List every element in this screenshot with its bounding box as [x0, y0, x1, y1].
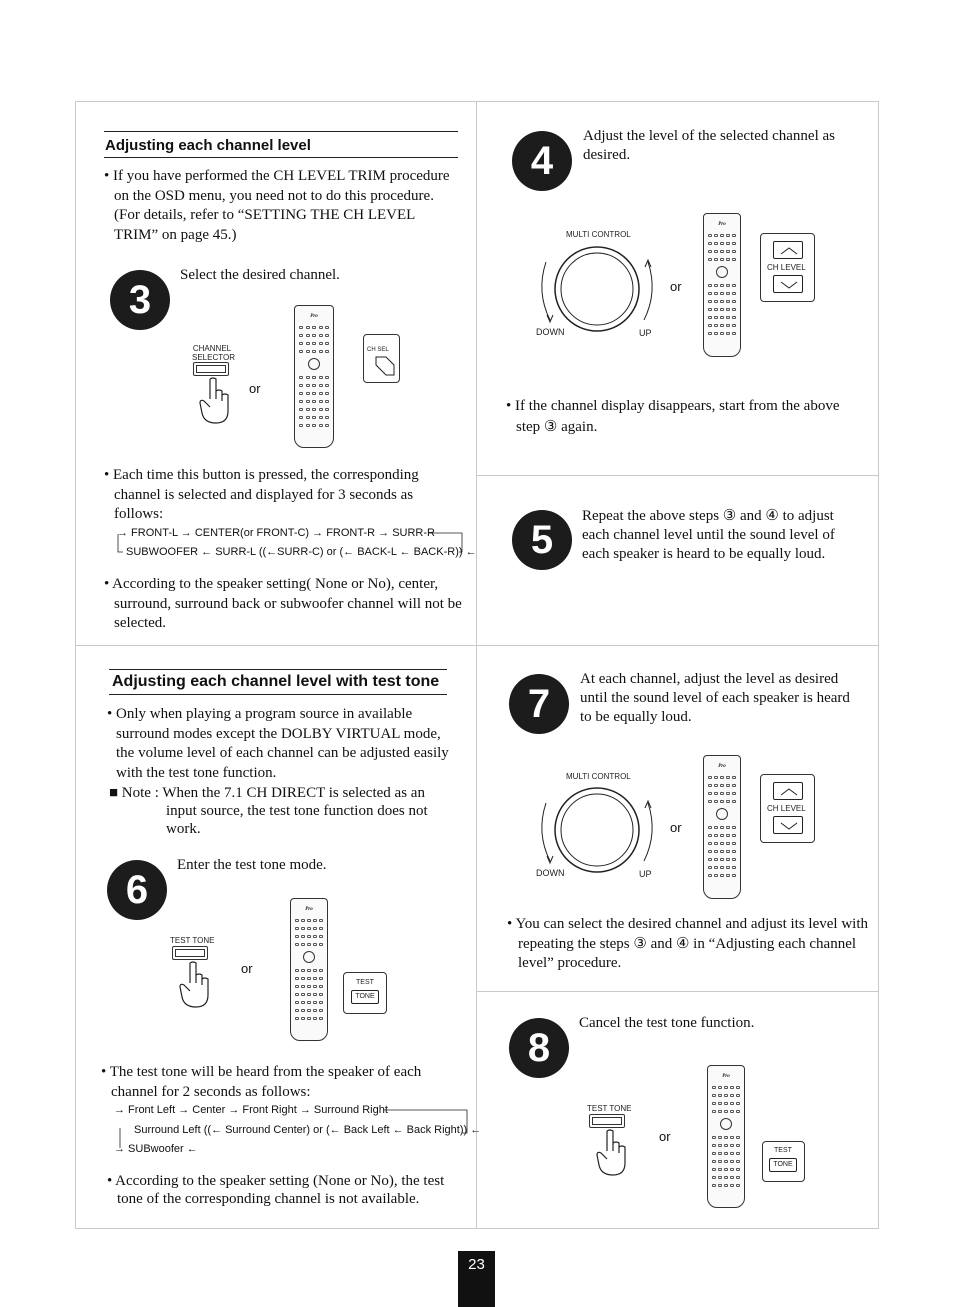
- arrow-down-icon: [780, 822, 798, 830]
- page-number: 23: [458, 1251, 495, 1307]
- heading-rule-bottom-2: [109, 694, 447, 695]
- section-heading-test-tone: Adjusting each channel level with test tone: [112, 673, 440, 690]
- step-number-7: 7: [509, 674, 569, 734]
- dial-icon[interactable]: [540, 242, 660, 338]
- test-tone-remote-button[interactable]: TONE: [351, 990, 379, 1004]
- ch-level-callout-2: CH LEVEL: [760, 774, 815, 843]
- ch-level-callout: CH LEVEL: [760, 233, 815, 302]
- bullet-display-disappears: • If the channel display disappears, start from the above step ③ again.: [506, 398, 840, 435]
- remote-control-icon: Pro: [294, 305, 334, 448]
- test-tone-loop-lines: [110, 1108, 470, 1150]
- step8-caption: Cancel the test tone function.: [579, 1015, 755, 1031]
- test-tone-label-2: TEST TONE: [587, 1104, 632, 1113]
- channel-sequence-line1: → FRONT-L → CENTER(or FRONT-C) → FRONT-R → SURR-R: [117, 527, 435, 539]
- test-tone-sequence-line2: Surround Left ((← Surround Center) or (← Back Left ← Back Right)) ←: [134, 1124, 482, 1136]
- channel-selector-label: CHANNEL SELECTOR: [192, 344, 235, 362]
- or-label-step8: or: [659, 1129, 671, 1144]
- test-tone-button[interactable]: [172, 946, 208, 960]
- bullet-test-tone-heard: • The test tone will be heard from the speaker of each channel for 2 seconds as follows:: [101, 1064, 422, 1100]
- or-label-step6: or: [241, 961, 253, 976]
- ch-level-down-button[interactable]: [773, 275, 803, 293]
- dial-icon[interactable]: [540, 783, 660, 879]
- step4-caption: Adjust the level of the selected channel as desired.: [583, 128, 835, 163]
- channel-sequence-line2: SUBWOOFER ← SURR-L ((←SURR-C) or (← BACK-L ← BACK-R)) ←: [126, 546, 477, 558]
- bullet-each-press: • Each time this button is pressed, the corresponding channel is selected and displayed for 3 seconds as follows:: [104, 467, 419, 522]
- bullet-select-channel: • You can select the desired channel and adjust its level with repeating the steps ③ and ④ in “Adjusting each channel level” procedure.: [507, 916, 868, 971]
- step-number-5: 5: [512, 510, 572, 570]
- remote-control-icon: Pro: [703, 755, 741, 899]
- multi-control-label-2: MULTI CONTROL: [566, 772, 631, 781]
- section-divider: [75, 645, 879, 646]
- up-label-2: UP: [639, 869, 652, 879]
- arrow-up-icon: [780, 247, 798, 255]
- heading-rule-bottom: [104, 157, 458, 158]
- arrow-up-icon: [780, 788, 798, 796]
- step-number-8: 8: [509, 1018, 569, 1078]
- step7-caption: At each channel, adjust the level as desired until the sound level of each speaker is heard to be equally loud.: [580, 671, 850, 725]
- test-tone-button-2[interactable]: [589, 1114, 625, 1128]
- heading-rule-top: [104, 131, 458, 132]
- channel-selector-button[interactable]: [193, 362, 229, 376]
- sequence-loop-lines: [113, 532, 463, 554]
- section-divider-right-top: [476, 475, 879, 476]
- ch-level-down-button[interactable]: [773, 816, 803, 834]
- hand-press-icon: [593, 1129, 629, 1179]
- multi-control-label: MULTI CONTROL: [566, 230, 631, 239]
- step-number-3: 3: [110, 270, 170, 330]
- ch-level-up-button[interactable]: [773, 241, 803, 259]
- step-number-4: 4: [512, 131, 572, 191]
- section-divider-right-bottom: [476, 991, 879, 992]
- bullet-speaker-setting-2: • According to the speaker setting (None or No), the test tone of the corresponding channel is not available.: [107, 1173, 445, 1207]
- test-tone-sequence-line3: → SUBwoofer ←: [114, 1143, 198, 1155]
- step-number-6: 6: [107, 860, 167, 920]
- test-tone-sequence-line1: → Front Left → Center → Front Right → Surround Right: [114, 1104, 388, 1116]
- note-7-1-ch-direct: ■ Note : When the 7.1 CH DIRECT is selected as an input source, the test tone function does not work.: [109, 785, 428, 837]
- column-divider: [476, 101, 477, 1229]
- arrow-down-icon: [780, 281, 798, 289]
- bullet-speaker-setting: • According to the speaker setting( None or No), center, surround, surround back or subwoofer channel will not be selected.: [104, 576, 462, 631]
- remote-control-icon: Pro: [703, 213, 741, 357]
- ch-level-up-button[interactable]: [773, 782, 803, 800]
- or-label-step4: or: [670, 279, 682, 294]
- down-label-2: DOWN: [536, 868, 565, 878]
- intro-bullet: • If you have performed the CH LEVEL TRIM procedure on the OSD menu, you need not to do this procedure. (For details, refer to “SETTING THE CH LEVEL TRIM” on page 45.): [104, 168, 450, 243]
- remote-control-icon: Pro: [290, 898, 328, 1041]
- remote-control-icon: Pro: [707, 1065, 745, 1208]
- hand-press-icon: [176, 961, 212, 1011]
- up-label: UP: [639, 328, 652, 338]
- step5-caption: Repeat the above steps ③ and ④ to adjust each channel level until the sound level of each speaker is heard to be equally loud.: [582, 508, 835, 562]
- or-label-step7: or: [670, 820, 682, 835]
- heading-rule-top-2: [109, 669, 447, 670]
- section-heading-channel-level: Adjusting each channel level: [105, 137, 311, 154]
- test-tone-label: TEST TONE: [170, 936, 215, 945]
- test-tone-callout: TEST TONE: [343, 972, 387, 1014]
- step3-caption: Select the desired channel.: [180, 267, 340, 283]
- ch-sel-callout: CH SEL: [363, 334, 400, 383]
- step6-caption: Enter the test tone mode.: [177, 857, 327, 873]
- hand-press-icon: [196, 377, 232, 427]
- test-tone-remote-button-2[interactable]: TONE: [769, 1158, 797, 1172]
- or-label-step3: or: [249, 381, 261, 396]
- down-label: DOWN: [536, 327, 565, 337]
- bullet-only-when: • Only when playing a program source in available surround modes except the DOLBY VIRTUAL mode, the volume level of each channel can be adjusted easily with the test tone function.: [107, 706, 449, 781]
- test-tone-callout-2: TEST TONE: [762, 1141, 805, 1182]
